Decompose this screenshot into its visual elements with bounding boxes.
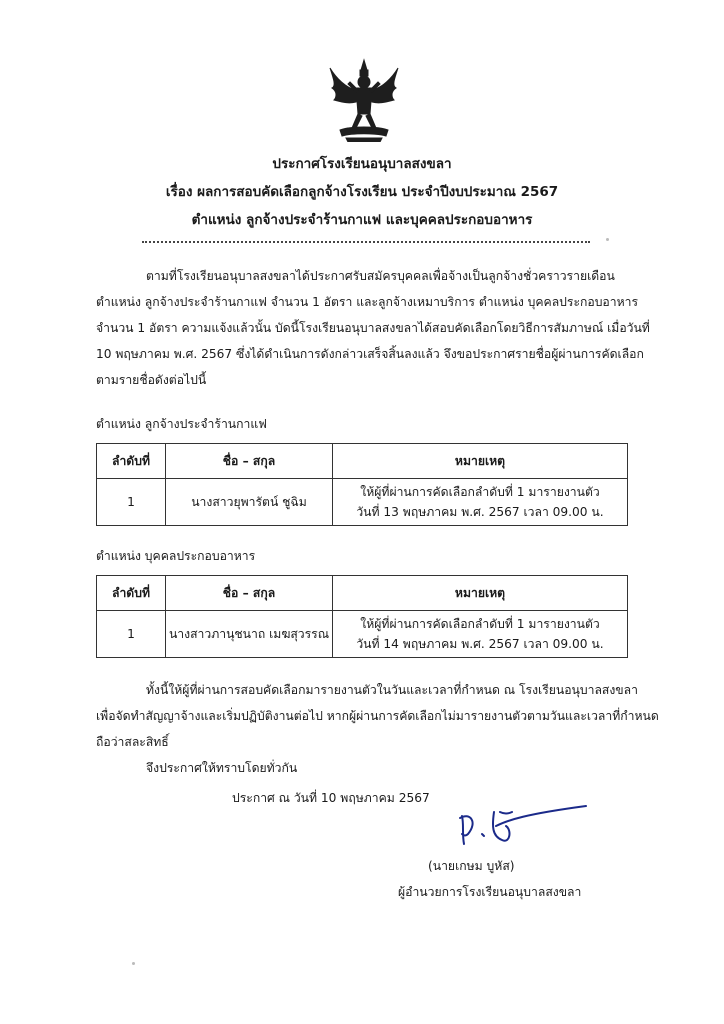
announce-line: จึงประกาศให้ทราบโดยทั่วกัน [146,761,298,775]
intro-line-5: ตามรายชื่อดังต่อไปนี้ [96,373,207,387]
cell-name: นางสาวภานุชนาถ เมฆสุวรรณ [166,611,333,658]
note-line-2: วันที่ 14 พฤษภาคม พ.ศ. 2567 เวลา 09.00 น. [356,637,604,651]
closing-line-3: ถือว่าสละสิทธิ์ [96,735,169,749]
note-line-1: ให้ผู้ที่ผ่านการคัดเลือกลำดับที่ 1 มารายงานตัว [360,485,600,499]
column-header-name: ชื่อ – สกุล [166,444,333,479]
closing-line-2: เพื่อจัดทำสัญญาจ้างและเริ่มปฏิบัติงานต่อไป หากผู้ผ่านการคัดเลือกไม่มารายงานตัวตามวันและเวลาที่กำหนด [96,709,659,723]
cell-name: นางสาวยุพารัตน์ ชูฉิม [166,479,333,526]
announcement-position: ตำแหน่ง ลูกจ้างประจำร้านกาแฟ และบุคคลประกอบอาหาร [191,212,533,228]
dotted-divider [142,241,590,243]
closing-line-1: ทั้งนี้ให้ผู้ที่ผ่านการสอบคัดเลือกมารายงานตัวในวันและเวลาที่กำหนด ณ โรงเรียนอนุบาลสงขลา [146,683,638,697]
results-table-food-preparer [96,575,628,658]
cell-note [333,611,628,658]
table-row [97,611,628,658]
cell-no: 1 [97,479,166,526]
scan-speck [606,238,609,241]
signer-name: (นายเกษม บูหัส) [428,859,515,873]
column-header-no: ลำดับที่ [97,576,166,611]
garuda-emblem-icon [326,58,402,142]
table-header-row [97,576,628,611]
section-1-label: ตำแหน่ง ลูกจ้างประจำร้านกาแฟ [96,417,267,431]
intro-line-3: จำนวน 1 อัตรา ความแจ้งแล้วนั้น บัดนี้โรงเรียนอนุบาลสงขลาได้สอบคัดเลือกโดยวิธีการสัมภาษณ์ เมื่อวันที่ [96,321,650,335]
column-header-note: หมายเหตุ [333,444,628,479]
announce-date: ประกาศ ณ วันที่ 10 พฤษภาคม 2567 [232,791,430,805]
table-row [97,479,628,526]
cell-no: 1 [97,611,166,658]
results-table-coffee-shop [96,443,628,526]
scan-speck [132,962,135,965]
announcement-subject: เรื่อง ผลการสอบคัดเลือกลูกจ้างโรงเรียน ประจำปีงบประมาณ 2567 [165,184,559,200]
column-header-no: ลำดับที่ [97,444,166,479]
cell-note [333,479,628,526]
handwritten-signature-icon [456,800,588,850]
intro-line-1: ตามที่โรงเรียนอนุบาลสงขลาได้ประกาศรับสมัครบุคคลเพื่อจ้างเป็นลูกจ้างชั่วคราวรายเดือน [146,269,615,283]
table-header-row [97,444,628,479]
announcement-title: ประกาศโรงเรียนอนุบาลสงขลา [272,156,452,172]
signer-title: ผู้อำนวยการโรงเรียนอนุบาลสงขลา [398,885,582,899]
column-header-note: หมายเหตุ [333,576,628,611]
intro-line-4: 10 พฤษภาคม พ.ศ. 2567 ซึ่งได้ดำเนินการดังกล่าวเสร็จสิ้นลงแล้ว จึงขอประกาศรายชื่อผู้ผ่านการคัดเลือก [96,347,644,361]
note-line-1: ให้ผู้ที่ผ่านการคัดเลือกลำดับที่ 1 มารายงานตัว [360,617,600,631]
column-header-name: ชื่อ – สกุล [166,576,333,611]
intro-line-2: ตำแหน่ง ลูกจ้างประจำร้านกาแฟ จำนวน 1 อัตรา และลูกจ้างเหมาบริการ ตำแหน่ง บุคคลประกอบอาหาร [96,295,639,309]
note-line-2: วันที่ 13 พฤษภาคม พ.ศ. 2567 เวลา 09.00 น. [356,505,604,519]
section-2-label: ตำแหน่ง บุคคลประกอบอาหาร [96,549,256,563]
